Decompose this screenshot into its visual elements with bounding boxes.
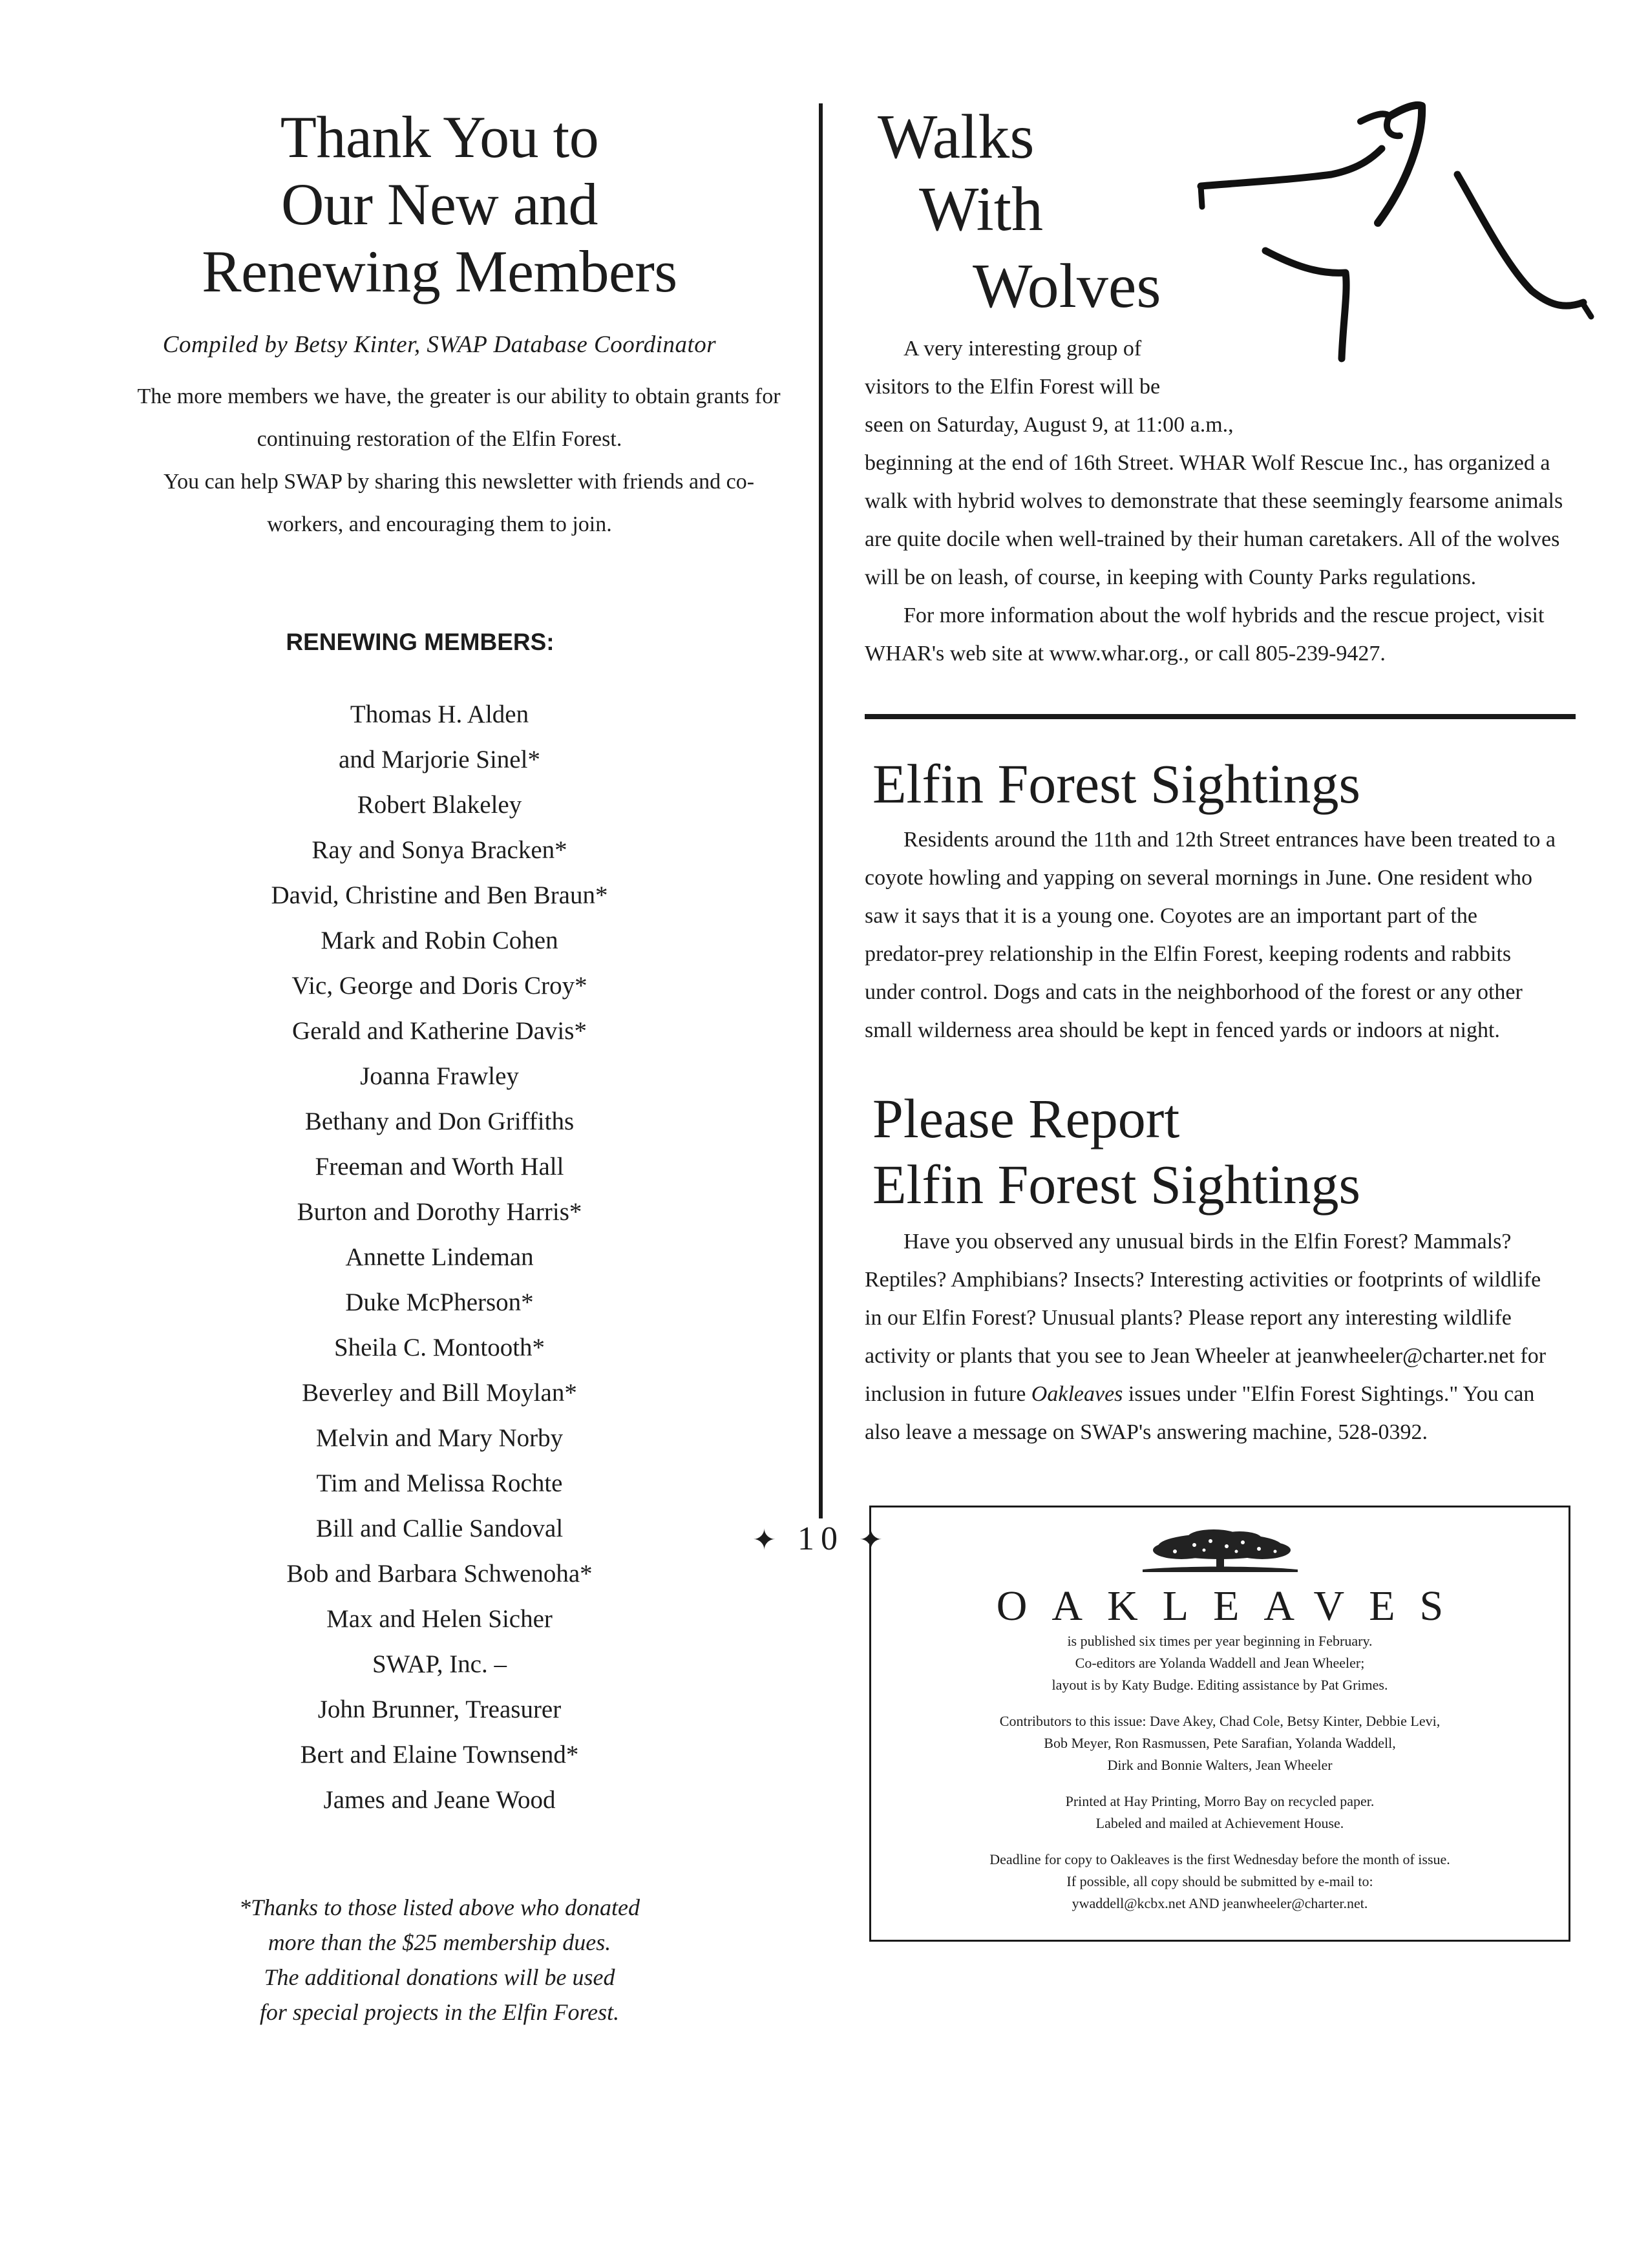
report-body-text: issues under "Elfin Forest Sightings." You can also leave a message on SWAP's answering machine, 528-0392. — [865, 1382, 1535, 1444]
report-body — [865, 1223, 1563, 1451]
footnote-line: *Thanks to those listed above who donated — [239, 1895, 640, 1920]
masthead-line: If possible, all copy should be submitted by e-mail to: — [1066, 1873, 1373, 1889]
walks-title-line: Wolves — [973, 251, 1161, 321]
member-name: Annette Lindeman — [345, 1243, 534, 1271]
member-name: Bert and Elaine Townsend* — [300, 1741, 579, 1769]
members-title-line: Our New and — [280, 171, 598, 237]
member-name: Robert Blakeley — [357, 791, 522, 819]
walks-paragraph: beginning at the end of 16th Street. WHAR Wolf Rescue Inc., has organized a walk with hybrid wolves to demonstrate that these seemingly fearsome animals are quite docile when well-trained by their human caretakers. All of the wolves will be on leash, of course, in keeping with County Parks regulations. — [865, 451, 1563, 589]
four-point-star-icon: ✦ — [752, 1524, 783, 1556]
member-name: Bethany and Don Griffiths — [304, 1108, 575, 1135]
footnote-line: The additional donations will be used — [264, 1964, 615, 1990]
masthead-printing — [897, 1790, 1543, 1834]
walks-title-line: With — [919, 174, 1044, 244]
four-point-star-icon: ✦ — [859, 1524, 889, 1556]
masthead-line: Labeled and mailed at Achievement House. — [1095, 1815, 1344, 1831]
walks-paragraph: For more information about the wolf hybrids and the rescue project, visit WHAR's web site at www.whar.org., or call 805-239-9427. — [865, 604, 1545, 666]
intro-paragraph: The more members we have, the greater is our ability to obtain grants for continuing restoration of the Elfin Forest. — [137, 384, 781, 451]
members-article — [97, 103, 782, 2030]
footnote-line: for special projects in the Elfin Forest. — [259, 1999, 620, 2025]
oakleaves-name: OAKLEAVES — [996, 1582, 1468, 1630]
member-name: Gerald and Katherine Davis* — [292, 1017, 587, 1045]
masthead-line: Co-editors are Yolanda Waddell and Jean Wheeler; — [1075, 1655, 1365, 1671]
member-name: James and Jeane Wood — [323, 1786, 556, 1814]
column-divider — [819, 103, 823, 1518]
member-name: Tim and Melissa Rochte — [316, 1469, 563, 1497]
members-title-line: Renewing Members — [202, 238, 677, 304]
walks-article-body — [865, 330, 1576, 673]
sightings-body: Residents around the 11th and 12th Street entrances have been treated to a coyote howling and yapping on several mornings in June. One resident who saw it says that it is a young one. Coyotes are an important part of the predator-prey relationship in the Elfin Forest, keeping rodents and rabbits under control. Dogs and cats in the neighborhood of the forest or any other small wilderness area should be kept in fenced yards or indoors at night. — [865, 828, 1556, 1042]
report-body-text: Have you observed any unusual birds in the Elfin Forest? Mammals? Reptiles? Amphibians? Insects? Interesting activities or footprints of wildlife in our Elfin Forest? Unusual plants? Please report any interesting wildlife activity or plants that you see to Jean Wheeler at jeanwheeler@charter.net for inclusion in future — [865, 1230, 1547, 1406]
member-name: Duke McPherson* — [345, 1288, 534, 1316]
masthead-contributors — [897, 1710, 1543, 1776]
oakleaves-masthead-box — [869, 1506, 1570, 1942]
donation-footnote — [97, 1890, 782, 2030]
members-byline: Compiled by Betsy Kinter, SWAP Database Coordinator — [162, 331, 717, 358]
walks-narrow-line: A very interesting group of — [903, 337, 1142, 361]
member-name: Joanna Frawley — [360, 1062, 519, 1090]
masthead-line: Dirk and Bonnie Walters, Jean Wheeler — [1107, 1757, 1333, 1773]
member-name: SWAP, Inc. – — [372, 1650, 507, 1678]
masthead-line: Printed at Hay Printing, Morro Bay on recycled paper. — [1065, 1793, 1375, 1809]
intro-paragraph: You can help SWAP by sharing this newsletter with friends and co-workers, and encouraging them to join. — [163, 470, 755, 536]
page-number — [0, 1520, 1642, 1560]
member-name: Beverley and Bill Moylan* — [302, 1379, 577, 1407]
footnote-line: more than the $25 membership dues. — [268, 1929, 611, 1955]
masthead-line: Bob Meyer, Ron Rasmussen, Pete Sarafian, Yolanda Waddell, — [1044, 1735, 1396, 1751]
masthead-line: Deadline for copy to Oakleaves is the first Wednesday before the month of issue. — [989, 1851, 1450, 1867]
member-name: David, Christine and Ben Braun* — [271, 881, 608, 909]
member-name: Melvin and Mary Norby — [315, 1424, 564, 1452]
masthead-deadline — [897, 1849, 1543, 1915]
members-title-line: Thank You to — [280, 104, 599, 170]
masthead-line: is published six times per year beginning in February. — [1067, 1633, 1373, 1649]
section-divider — [865, 714, 1576, 719]
member-name: Sheila C. Montooth* — [333, 1334, 545, 1361]
members-article-title — [97, 103, 782, 305]
walks-narrow-line: visitors to the Elfin Forest will be — [865, 375, 1161, 399]
member-name: and Marjorie Sinel* — [339, 746, 540, 773]
member-name: Freeman and Worth Hall — [315, 1153, 564, 1181]
member-name: Ray and Sonya Bracken* — [312, 836, 567, 864]
report-title-line: Elfin Forest Sightings — [872, 1153, 1360, 1215]
walks-narrow-line: seen on Saturday, August 9, at 11:00 a.m., — [865, 413, 1234, 437]
sightings-title: Elfin Forest Sightings — [872, 753, 1360, 815]
member-name: Bill and Callie Sandoval — [315, 1515, 564, 1542]
report-title — [872, 1086, 1360, 1217]
members-intro — [97, 375, 782, 546]
masthead-line: Contributors to this issue: Dave Akey, Chad Cole, Betsy Kinter, Debbie Levi, — [999, 1713, 1441, 1729]
member-name: Thomas H. Alden — [350, 700, 529, 728]
member-name: Vic, George and Doris Croy* — [291, 972, 587, 1000]
member-list — [97, 692, 782, 1823]
member-name: Bob and Barbara Schwenoha* — [286, 1560, 593, 1588]
oakleaves-italic: Oakleaves — [1031, 1382, 1123, 1406]
renewing-members-heading: RENEWING MEMBERS: — [286, 629, 555, 655]
member-name: John Brunner, Treasurer — [317, 1696, 562, 1723]
report-title-line: Please Report — [872, 1087, 1180, 1150]
masthead-line: layout is by Katy Budge. Editing assistance by Pat Grimes. — [1051, 1677, 1388, 1693]
masthead-publishing-info — [897, 1630, 1543, 1696]
member-name: Burton and Dorothy Harris* — [297, 1198, 582, 1226]
member-name: Max and Helen Sicher — [326, 1605, 553, 1633]
walks-title-line: Walks — [878, 102, 1035, 172]
masthead-line: ywaddell@kcbx.net AND jeanwheeler@charter.net. — [1072, 1895, 1368, 1911]
member-name: Mark and Robin Cohen — [321, 927, 558, 954]
page-number-value: 10 — [798, 1520, 844, 1557]
